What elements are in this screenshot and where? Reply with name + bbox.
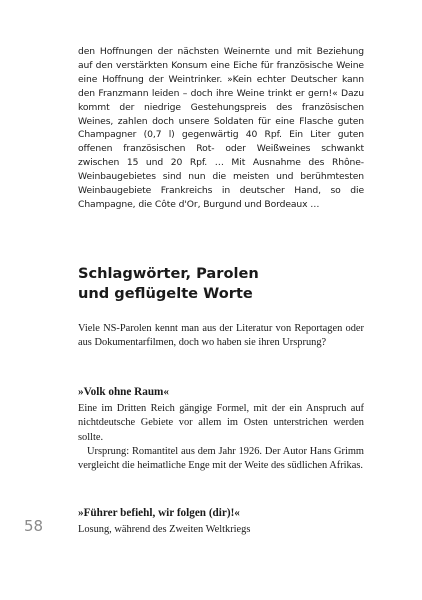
entry-definition: Losung, während des Zweiten Weltkriegs	[78, 524, 251, 535]
entry-fuehrer-befiehl	[78, 505, 364, 537]
entry-volk-ohne-raum	[78, 384, 364, 473]
entry-body	[78, 523, 364, 537]
entry-title: »Volk ohne Raum«	[78, 386, 169, 398]
continuation-paragraph: den Hoffnungen der nächsten Weinernte und mit Beziehung auf den verstärkten Konsum eine Eiche für französische Weine eine Hoffnung der Weintrinker. »Kein echter Deutscher kann den Franzmann leiden – doch ihre Weine trinkt er gern!« Dazu kommt der niedrige Gestehungspreis des französischen Weines, zahlen doch unsere Soldaten für eine Flasche guten Champagner (0,7 l) gegenwärtig 40 Rpf. Ein Liter guten offenen französischen Rot- oder Weißweines schwankt zwischen 15 und 20 Rpf. … Mit Ausnahme des Rhône-Weinbaugebietes sind nun die meisten und berühmtesten Weinbaugebiete Frankreichs in deutscher Hand, so die Champagne, die Côte d'Or, Burgund und Bordeaux …	[78, 46, 364, 210]
entry-body	[78, 402, 364, 473]
entry-title: »Führer befiehl, wir folgen (dir)!«	[78, 507, 240, 519]
entry-origin: Ursprung: Romantitel aus dem Jahr 1926. Der Autor Hans Grimm vergleicht die heimatliche Enge mit der Weite des südlichen Afrikas.	[78, 445, 364, 472]
section-heading-line-1: Schlagwörter, Parolen	[78, 265, 259, 282]
section-intro: Viele NS-Parolen kennt man aus der Literatur von Reportagen oder aus Dokumentarfilmen, doch wo haben sie ihren Ursprung?	[78, 323, 364, 349]
section-heading	[78, 264, 364, 304]
page-number: 58	[24, 517, 44, 535]
entry-definition: Eine im Dritten Reich gängige Formel, mit der ein Anspruch auf nichtdeutsche Gebiete vor allem im Osten unterstrichen werden sollte.	[78, 403, 364, 443]
section-heading-line-2: und geflügelte Worte	[78, 285, 253, 302]
